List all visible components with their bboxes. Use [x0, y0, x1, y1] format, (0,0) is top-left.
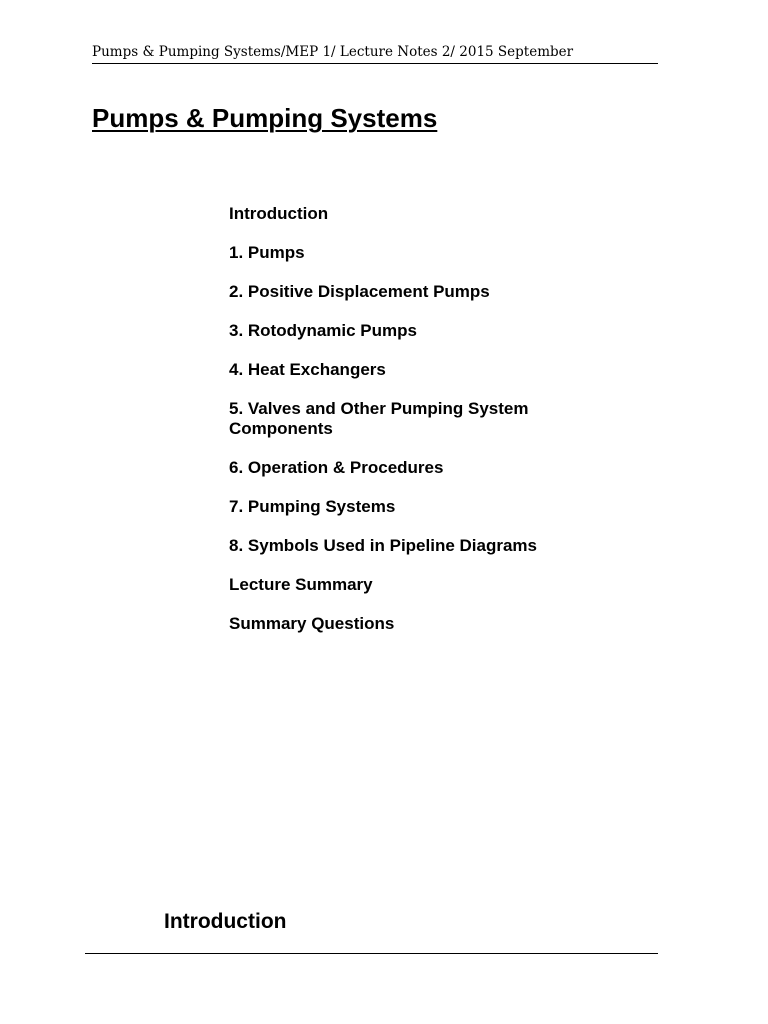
- toc-item-label: Lecture Summary: [229, 574, 373, 594]
- toc-item: [229, 204, 629, 224]
- toc-item: [229, 243, 629, 263]
- section-heading: Introduction: [164, 910, 287, 933]
- document-title: Pumps & Pumping Systems: [92, 103, 438, 133]
- toc-item: [229, 321, 629, 341]
- toc-item: [229, 575, 629, 595]
- toc-item-label: 3. Rotodynamic Pumps: [229, 321, 417, 340]
- table-of-contents: [229, 204, 629, 653]
- toc-item-label: 4. Heat Exchangers: [229, 360, 386, 379]
- toc-item: [229, 497, 629, 517]
- toc-item: [229, 536, 629, 556]
- toc-item: [229, 399, 629, 438]
- toc-item: [229, 614, 629, 634]
- toc-item: [229, 458, 629, 478]
- toc-item-label: Introduction: [229, 204, 329, 223]
- toc-item-label: 1. Pumps: [229, 243, 305, 262]
- toc-item-label: 7. Pumping Systems: [229, 496, 396, 516]
- toc-item-label: 5. Valves and Other Pumping System Components: [229, 399, 529, 438]
- toc-item-label: 6. Operation & Procedures: [229, 457, 444, 477]
- toc-item-label: 2. Positive Displacement Pumps: [229, 282, 490, 301]
- toc-item: [229, 282, 629, 302]
- toc-item: [229, 360, 629, 380]
- divider-rule: [85, 953, 658, 954]
- toc-item-label: Summary Questions: [229, 613, 395, 633]
- toc-item-label: 8. Symbols Used in Pipeline Diagrams: [229, 535, 537, 555]
- running-header: Pumps & Pumping Systems/MEP 1/ Lecture Notes 2/ 2015 September: [92, 43, 658, 64]
